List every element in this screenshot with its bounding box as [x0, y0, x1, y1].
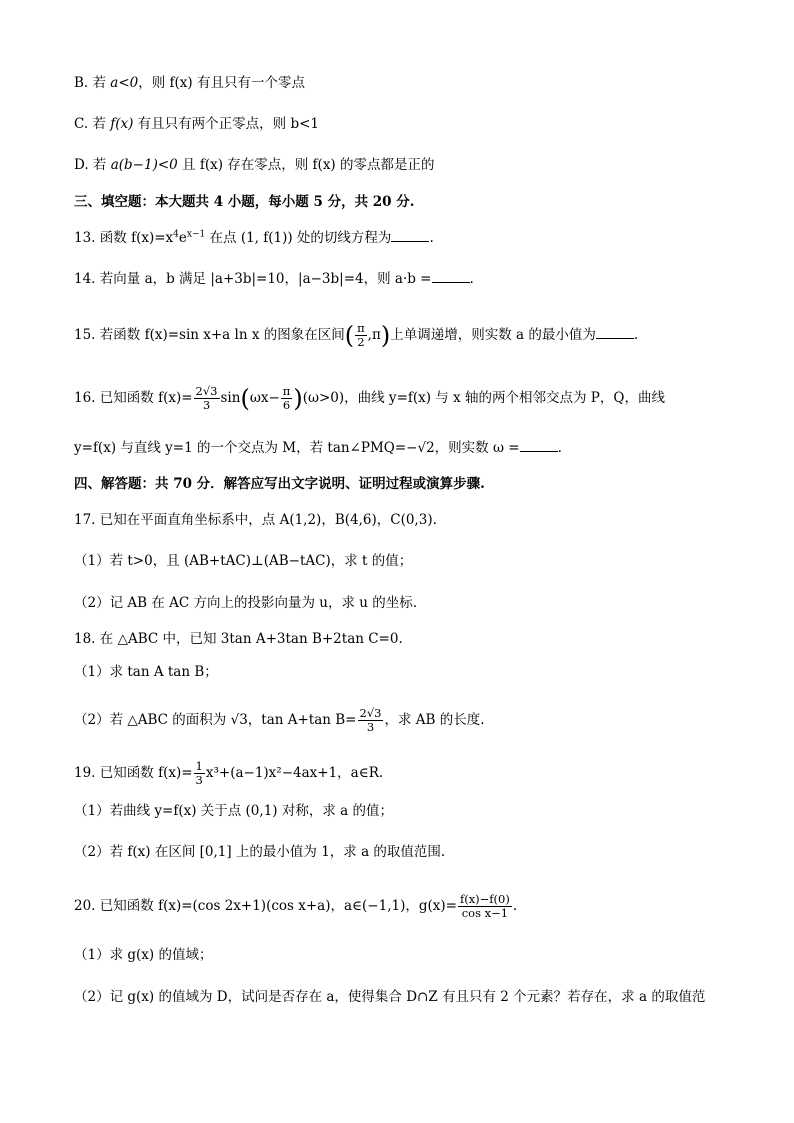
pi-over-2: $\frac{\pi}{2}$ — [357, 321, 365, 349]
question-19-part-1: （1）若曲线 y=f(x) 关于点 (0,1) 对称，求 a 的值； — [74, 803, 393, 819]
answer-blank — [391, 229, 429, 242]
question-18-part-1: （1）求 tan A tan B； — [74, 664, 218, 680]
question-17-part-1: （1）若 t>0，且 (AB+tAC)⊥(AB−tAC)，求 t 的值； — [74, 553, 413, 569]
section-4-heading: 四、解答题：共 70 分．解答应写出文字说明、证明过程或演算步骤. — [74, 476, 485, 492]
one-third-fraction: $\frac{1}{3}$ — [195, 759, 203, 787]
pi-over-6: $\frac{\pi}{6}$ — [282, 384, 291, 412]
coefficient-fraction: $\frac{2√3}{3}$ — [195, 384, 218, 412]
answer-blank — [596, 326, 634, 339]
option-b: B. 若 a<0，则 f(x) 有且只有一个零点 — [74, 75, 305, 91]
question-14: 14. 若向量 a，b 满足 |a+3b|=10，|a−3b|=4，则 a·b = . — [74, 271, 474, 287]
question-19: 19. 已知函数 f(x)= $\frac{1}{3}$ x³+(a−1)x²−4ax+1，a∈R. — [74, 759, 384, 787]
answer-blank — [432, 270, 470, 283]
question-16: 16. 已知函数 f(x)= $\frac{2√3}{3}$ sin(ωx− $\frac{\pi}{6}$ )(ω>0)，曲线 y=f(x) 与 x 轴的两个相邻交点为 P，Q，曲线 — [74, 384, 665, 413]
tan-sum-fraction: $\frac{2√3}{3}$ — [359, 706, 382, 734]
g-fraction: $\frac{f(x)-f(0)}{\text{cos x−1}}$ — [459, 892, 510, 920]
section-3-heading: 三、填空题：本大题共 4 小题，每小题 5 分，共 20 分. — [74, 194, 415, 210]
question-20: 20. 已知函数 f(x)=(cos 2x+1)(cos x+a)，a∈(−1,1)，g(x)= $\frac{f(x)-f(0)}{\text{cos x−1}}$ . — [74, 892, 518, 920]
question-20-part-2: （2）记 g(x) 的值域为 D，试问是否存在 a，使得集合 D∩Z 有且只有 2 个元素？若存在，求 a 的取值范 — [74, 989, 706, 1005]
question-20-part-1: （1）求 g(x) 的值域； — [74, 947, 213, 963]
answer-blank — [520, 439, 558, 452]
question-17: 17. 已知在平面直角坐标系中，点 A(1,2)，B(4,6)，C(0,3). — [74, 512, 437, 528]
option-c: C. 若 f(x) 有且只有两个正零点，则 b<1 — [74, 116, 320, 132]
question-16-line-2: y=f(x) 与直线 y=1 的一个交点为 M，若 tan∠PMQ=−√2，则实数 ω = . — [74, 440, 562, 456]
question-15: 15. 若函数 f(x)=sin x+a ln x 的图象在区间( $\frac{\pi}{2}$ ,π)上单调递增，则实数 a 的最小值为 . — [74, 321, 639, 350]
question-17-part-2: （2）记 AB 在 AC 方向上的投影向量为 u，求 u 的坐标. — [74, 595, 418, 611]
question-18-part-2: （2）若 △ABC 的面积为 √3，tan A+tan B= $\frac{2√3}{3}$ ，求 AB 的长度. — [74, 706, 485, 734]
option-d: D. 若 a(b−1)<0 且 f(x) 存在零点，则 f(x) 的零点都是正的 — [74, 157, 435, 173]
question-18: 18. 在 △ABC 中，已知 3tan A+3tan B+2tan C=0. — [74, 631, 403, 647]
question-19-part-2: （2）若 f(x) 在区间 [0,1] 上的最小值为 1，求 a 的取值范围. — [74, 844, 446, 860]
question-13: 13. 函数 $f(x)=x^4e^{x-1}$ 在点 (1, f(1)) 处的切线方程为 . — [74, 229, 434, 246]
